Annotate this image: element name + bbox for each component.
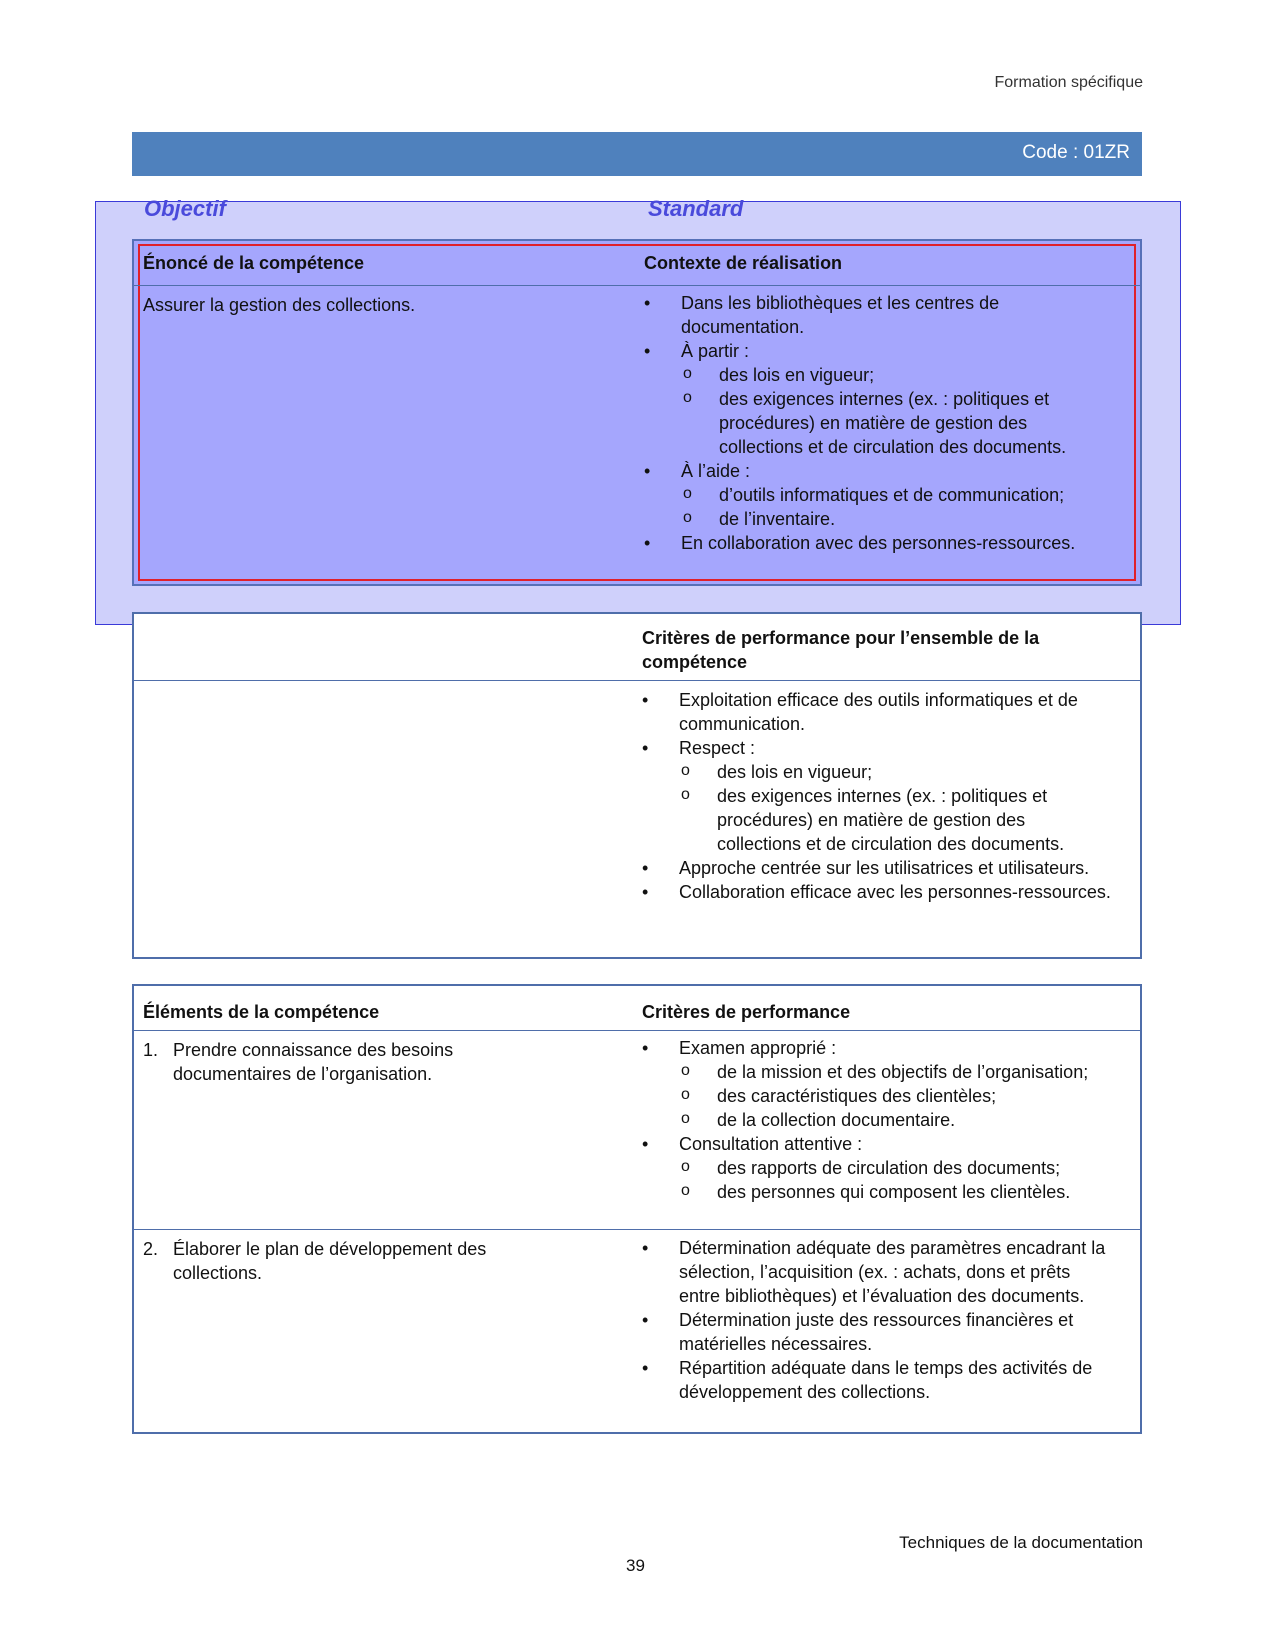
criteres-ensemble-header: Critères de performance pour l’ensemble de la compétence: [642, 628, 1040, 672]
element-text: Élaborer le plan de développement des collections.: [173, 1239, 487, 1283]
contexte-list: [644, 291, 1114, 555]
critere-item: • Consultation attentive :: [642, 1132, 1112, 1156]
critere-subitem: o des exigences internes (ex. : politiques et procédures) en matière de gestion des collections et de circulation des documents.: [642, 784, 1112, 856]
enonce-header: Énoncé de la compétence: [143, 253, 365, 273]
enonce-text: Assurer la gestion des collections.: [143, 295, 416, 315]
standard-heading: Standard: [648, 196, 744, 221]
critere-item: • Détermination juste des ressources financières et matérielles nécessaires.: [642, 1308, 1112, 1356]
contexte-item: • À l’aide :: [644, 459, 1114, 483]
element-1-criteria: [642, 1036, 1112, 1204]
header-divider: [134, 285, 1140, 286]
critere-subitem: o des rapports de circulation des documents;: [642, 1156, 1112, 1180]
element-2: [143, 1237, 573, 1285]
criteres-ensemble-list: [642, 688, 1112, 904]
element-2-criteria: [642, 1236, 1112, 1404]
program-note: Formation spécifique: [994, 74, 1143, 91]
row-divider: [134, 1229, 1140, 1230]
element-1: [143, 1038, 573, 1086]
critere-item: • Répartition adéquate dans le temps des activités de développement des collections.: [642, 1356, 1112, 1404]
objectif-heading: Objectif: [144, 196, 226, 221]
enonce-table: [132, 239, 1142, 586]
critere-item: • Collaboration efficace avec les personnes-ressources.: [642, 880, 1112, 904]
contexte-item: • Dans les bibliothèques et les centres de documentation.: [644, 291, 1114, 339]
critere-subitem: o des caractéristiques des clientèles;: [642, 1084, 1112, 1108]
criteres-ensemble-table: [132, 612, 1142, 959]
contexte-subitem: o des lois en vigueur;: [644, 363, 1114, 387]
contexte-subitem: o d’outils informatiques et de communication;: [644, 483, 1114, 507]
critere-subitem: o de la mission et des objectifs de l’organisation;: [642, 1060, 1112, 1084]
contexte-header: Contexte de réalisation: [644, 253, 843, 273]
competency-code: Code : 01ZR: [1022, 142, 1130, 163]
contexte-subitem: o des exigences internes (ex. : politiques et procédures) en matière de gestion des collections et de circulation des documents.: [644, 387, 1114, 459]
critere-subitem: o de la collection documentaire.: [642, 1108, 1112, 1132]
critere-subitem: o des personnes qui composent les clientèles.: [642, 1180, 1112, 1204]
contexte-item: • En collaboration avec des personnes-ressources.: [644, 531, 1114, 555]
critere-item: • Exploitation efficace des outils informatiques et de communication.: [642, 688, 1112, 736]
header-divider: [134, 1030, 1140, 1031]
critere-subitem: o des lois en vigueur;: [642, 760, 1112, 784]
element-text: Prendre connaissance des besoins documentaires de l’organisation.: [173, 1040, 454, 1084]
critere-item: • Approche centrée sur les utilisatrices et utilisateurs.: [642, 856, 1112, 880]
element-number: 1.: [143, 1040, 159, 1060]
program-name: Techniques de la documentation: [899, 1533, 1143, 1552]
element-number: 2.: [143, 1239, 159, 1259]
contexte-subitem: o de l’inventaire.: [644, 507, 1114, 531]
critere-item: • Respect :: [642, 736, 1112, 760]
critere-item: • Détermination adéquate des paramètres encadrant la sélection, l’acquisition (ex. : achats, dons et prêts entre bibliothèques) et l’évaluation des documents.: [642, 1236, 1112, 1308]
elements-table: [132, 984, 1142, 1434]
elements-header: Éléments de la compétence: [143, 1002, 380, 1022]
contexte-item: • À partir :: [644, 339, 1114, 363]
criteres-header: Critères de performance: [642, 1002, 851, 1022]
critere-item: • Examen approprié :: [642, 1036, 1112, 1060]
header-divider: [134, 680, 1140, 681]
page-number: 39: [626, 1556, 645, 1575]
code-banner: [132, 132, 1142, 176]
